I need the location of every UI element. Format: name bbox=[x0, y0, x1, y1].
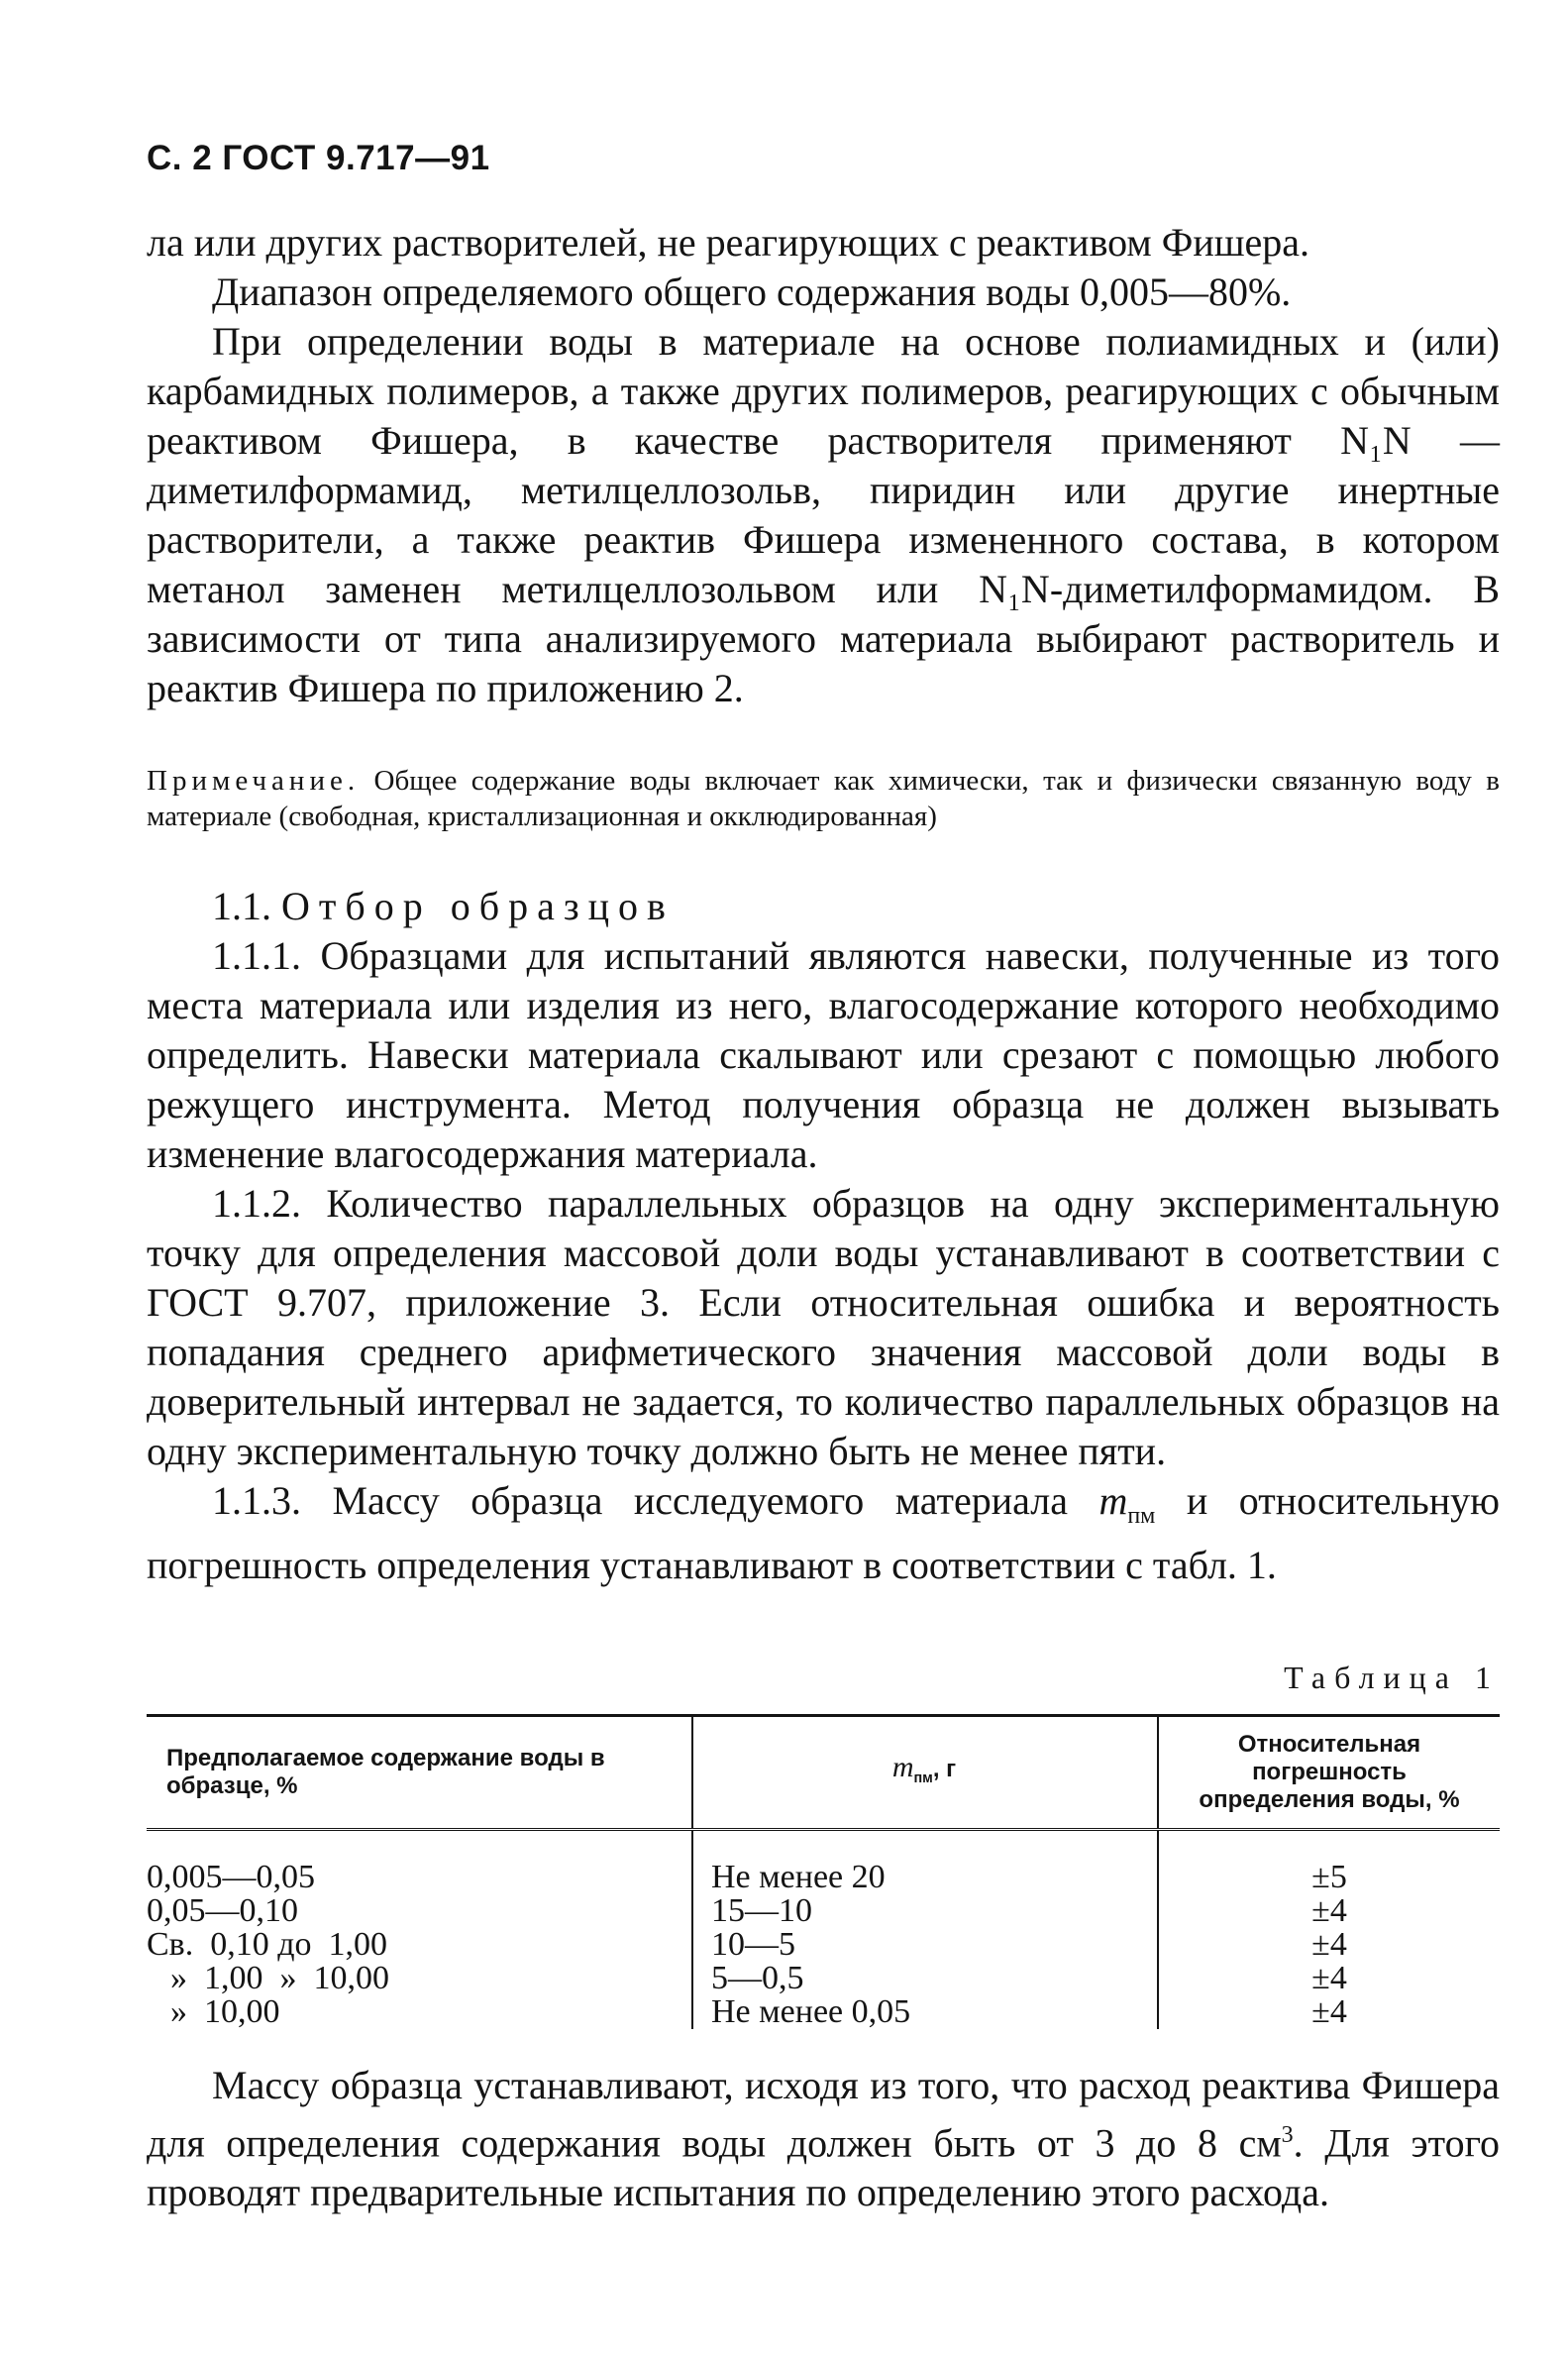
table-cell: » 1,00 » 10,00 bbox=[170, 1960, 389, 1996]
paragraph: 1.1.2. Количество параллельных образцов на одну экспериментальную точку для определения массовой доли воды устанавливают в соответствии с ГОСТ 9.707, приложение 3. Если относительная ошибка и вероятность попадания среднего арифметического значения массовой доли воды в доверительный интервал не задается, то количество параллельных образцов на одну экспериментальную точку должно быть не менее пяти. bbox=[147, 1181, 1500, 1473]
superscript: 3 bbox=[1281, 2122, 1294, 2148]
paragraph-text: и относительную погрешность определения устанавливают в соответствии с табл. 1. bbox=[147, 1478, 1500, 1587]
unit-label: , г bbox=[932, 1755, 957, 1782]
table-cell: 15—10 bbox=[692, 1894, 1158, 1928]
paragraph: При определении воды в материале на основе полиамидных и (или) карбамидных полимеров, а также других полимеров, реагирующих с обычным реактивом Фишера, в качестве растворителя применяют N₁N — диметилформамид, метилцеллозольв, пиридин или другие инертные растворители, а также реактив Фишера измененного состава, в котором метанол заменен метилцеллозольвом или N₁N-диметилформамидом. В зависимости от типа анализируемого материала выбирают растворитель и реактив Фишера по приложению 2. bbox=[147, 319, 1500, 710]
table-header-row bbox=[147, 1716, 1500, 1830]
intro-text bbox=[147, 218, 1500, 713]
closing-text bbox=[147, 2061, 1500, 2217]
paragraph: ла или других растворителей, не реагирующих с реактивом Фишера. bbox=[147, 220, 1310, 265]
paragraph-text: 1.1.3. Массу образца исследуемого материала bbox=[212, 1478, 1099, 1523]
table-cell: ±4 bbox=[1311, 1926, 1347, 1963]
table-row bbox=[147, 1928, 1500, 1962]
table-cell: Не менее 20 bbox=[692, 1830, 1158, 1895]
table-cell: ±4 bbox=[1311, 1993, 1347, 2030]
table-1 bbox=[147, 1714, 1500, 2029]
table-cell: ±4 bbox=[1311, 1960, 1347, 1996]
table-caption: Таблица 1 bbox=[1284, 1660, 1500, 1695]
paragraph bbox=[147, 2061, 1500, 2217]
section-title bbox=[212, 882, 1500, 931]
note-label: Примечание. bbox=[147, 765, 361, 797]
page-header: С. 2 ГОСТ 9.717—91 bbox=[147, 139, 490, 177]
section-number: 1.1. bbox=[212, 884, 271, 928]
paragraph: 1.1.1. Образцами для испытаний являются навески, полученные из того места материала или изделия из него, влагосодержание которого необходимо определить. Навески материала скалывают или срезают с помощью любого режущего инструмента. Метод получения образца не должен вызывать изменение влагосодержания материала. bbox=[147, 933, 1500, 1176]
section-sampling bbox=[147, 882, 1500, 1590]
table-cell: Не менее 0,05 bbox=[692, 1995, 1158, 2029]
section-title-text: Отбор образцов bbox=[281, 884, 675, 928]
table-header-cell: Предполагаемое содержание воды в образце, % bbox=[147, 1716, 692, 1830]
table-row bbox=[147, 1830, 1500, 1895]
math-symbol: m bbox=[1098, 1478, 1128, 1523]
table-header-cell bbox=[692, 1716, 1158, 1830]
table-cell: » 10,00 bbox=[170, 1993, 280, 2030]
table-cell: Св. 0,10 до 1,00 bbox=[147, 1926, 388, 1963]
paragraph-text: Массу образца устанавливают, исходя из того, что расход реактива Фишера для определения содержания воды должен быть от 3 до 8 см bbox=[147, 2063, 1500, 2166]
table-row bbox=[147, 1962, 1500, 1995]
table-row bbox=[147, 1995, 1500, 2029]
paragraph-text: . Для этого проводят предварительные испытания по определению этого расхода. bbox=[147, 2120, 1500, 2215]
table-cell: ±5 bbox=[1311, 1859, 1347, 1895]
table-cell: 0,005—0,05 bbox=[147, 1859, 315, 1895]
paragraph: Диапазон определяемого общего содержания воды 0,005—80%. bbox=[212, 269, 1292, 314]
table-cell: 10—5 bbox=[692, 1928, 1158, 1962]
math-symbol: m bbox=[891, 1750, 914, 1783]
table-cell: 5—0,5 bbox=[692, 1962, 1158, 1995]
math-subscript: пм bbox=[1127, 1503, 1156, 1529]
table-cell: 0,05—0,10 bbox=[147, 1892, 298, 1929]
paragraph bbox=[147, 1476, 1500, 1590]
table-cell: ±4 bbox=[1311, 1892, 1347, 1929]
math-subscript: пм bbox=[913, 1770, 933, 1786]
note bbox=[147, 763, 1500, 834]
table-row bbox=[147, 1894, 1500, 1928]
table-header-cell: Относительная погрешность определения воды, % bbox=[1158, 1716, 1500, 1830]
note-text: Общее содержание воды включает как химически, так и физически связанную воду в материале (свободная, кристаллизационная и окклюдированная) bbox=[147, 765, 1500, 832]
